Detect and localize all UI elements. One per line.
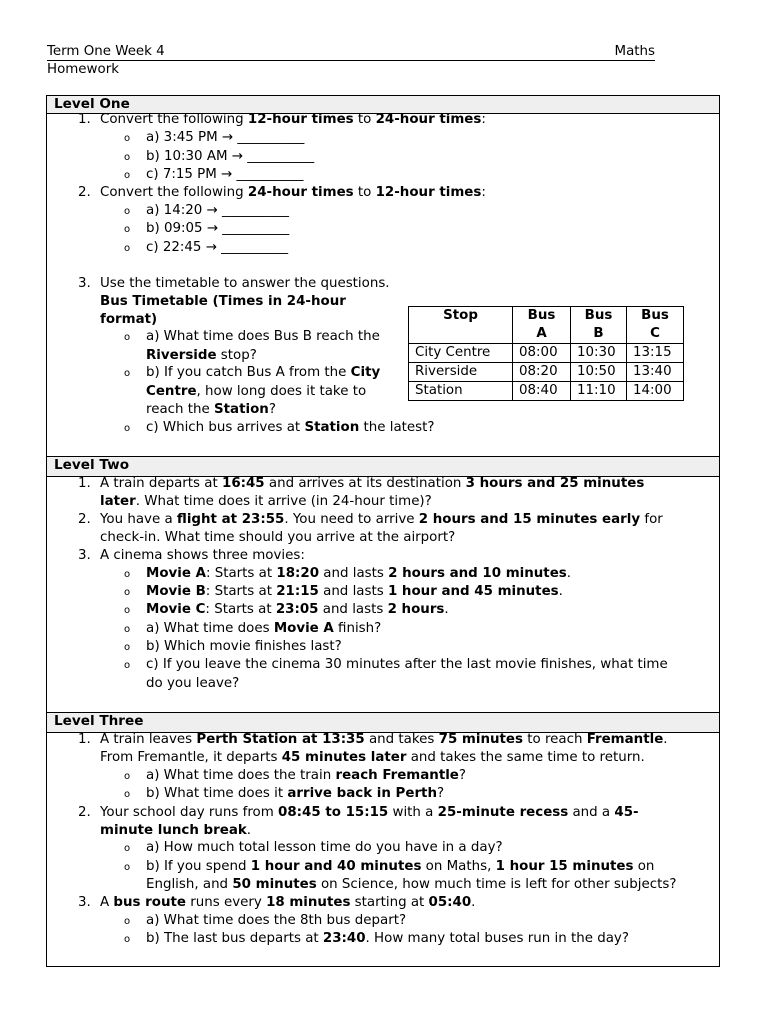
bullet: o [124,642,131,653]
l3-q1-line2: From Fremantle, it departs 45 minutes later and takes the same time to return. [100,750,645,765]
l1-q3-text: Use the timetable to answer the questions. [100,276,390,291]
bullet: o [124,587,131,598]
table-cell: Riverside [409,363,513,382]
l3-q3-b: b) The last bus departs at 23:40. How many total buses run in the day? [146,931,629,946]
l2-q1-line2: later. What time does it arrive (in 24-hour time)? [100,494,432,509]
l2-q3-text: A cinema shows three movies: [100,548,305,563]
table-cell: 13:15 [627,344,684,363]
table-row [409,344,684,363]
l1-q1-number: 1. [78,112,91,127]
bullet: o [124,843,131,854]
bullet: o [124,206,131,217]
table-cell: 10:50 [571,363,627,382]
bullet: o [124,569,131,580]
bullet: o [124,224,131,235]
table-header-bus-c: Bus C [627,307,684,344]
header-term: Term One Week 4 [47,44,165,59]
table-cell: Station [409,382,513,401]
table-row [409,382,684,401]
l1-q3-number: 3. [78,276,91,291]
l1-q3-b-line2: Centre, how long does it take to [146,384,367,399]
l3-q1-b: b) What time does it arrive back in Perth? [146,786,445,801]
l2-q3-c-line2: do you leave? [146,676,240,691]
l1-q1-b: b) 10:30 AM → __________ [146,149,315,164]
table-cell: 08:40 [513,382,571,401]
l1-q3-heading-1: Bus Timetable (Times in 24-hour [100,294,346,309]
l1-q1-c: c) 7:15 PM → __________ [146,167,304,182]
header-line [47,44,655,61]
level-two-title: Level Two [47,456,719,477]
l2-q3-a: a) What time does Movie A finish? [146,621,382,636]
header-homework: Homework [47,62,119,77]
page-header [47,44,655,79]
table-cell: 13:40 [627,363,684,382]
l1-q3-heading-2: format) [100,312,158,327]
l1-q2-b: b) 09:05 → __________ [146,221,290,236]
table-cell: City Centre [409,344,513,363]
l2-movie-c: Movie C: Starts at 23:05 and lasts 2 hours. [146,602,449,617]
table-row [409,363,684,382]
l3-q1-number: 1. [78,732,91,747]
l1-q3-c: c) Which bus arrives at Station the latest? [146,420,435,435]
table-header-stop: Stop [409,307,513,344]
l1-q2-a: a) 14:20 → __________ [146,203,289,218]
bus-timetable [408,306,684,401]
l2-q1-number: 1. [78,476,91,491]
bullet: o [124,243,131,254]
l3-q1-line1: A train leaves Perth Station at 13:35 and takes 75 minutes to reach Fremantle. [100,732,668,747]
l2-q2-line1: You have a flight at 23:55. You need to arrive 2 hours and 15 minutes early for [100,512,663,527]
table-cell: 11:10 [571,382,627,401]
bullet: o [124,605,131,616]
table-cell: 08:00 [513,344,571,363]
l2-q2-number: 2. [78,512,91,527]
l3-q3-number: 3. [78,895,91,910]
level-three-title: Level Three [47,712,719,733]
l3-q2-line2: minute lunch break. [100,823,252,838]
bullet: o [124,133,131,144]
bullet: o [124,789,131,800]
table-header-bus-a: Bus A [513,307,571,344]
l2-q1-line1: A train departs at 16:45 and arrives at its destination 3 hours and 25 minutes [100,476,645,491]
l1-q1-text: Convert the following 12-hour times to 24-hour times: [100,112,486,127]
l1-q3-a-line1: a) What time does Bus B reach the [146,329,380,344]
l3-q2-b-line2: English, and 50 minutes on Science, how much time is left for other subjects? [146,877,677,892]
l1-q3-b-line1: b) If you catch Bus A from the City [146,365,381,380]
table-cell: 10:30 [571,344,627,363]
level-one-title: Level One [47,96,719,114]
l1-q2-c: c) 22:45 → __________ [146,240,289,255]
l1-q2-number: 2. [78,185,91,200]
bullet: o [124,368,131,379]
bullet: o [124,771,131,782]
l1-q3-a-line2: Riverside stop? [146,348,257,363]
l3-q1-a: a) What time does the train reach Fremantle? [146,768,467,783]
bullet: o [124,862,131,873]
l2-q3-number: 3. [78,548,91,563]
table-cell: 08:20 [513,363,571,382]
l2-q3-c-line1: c) If you leave the cinema 30 minutes after the last movie finishes, what time [146,657,668,672]
l3-q3-a: a) What time does the 8th bus depart? [146,913,407,928]
l2-movie-b: Movie B: Starts at 21:15 and lasts 1 hour and 45 minutes. [146,584,563,599]
l3-q2-a: a) How much total lesson time do you have in a day? [146,840,503,855]
bullet: o [124,152,131,163]
l2-movie-a: Movie A: Starts at 18:20 and lasts 2 hours and 10 minutes. [146,566,572,581]
l2-q2-line2: check-in. What time should you arrive at the airport? [100,530,456,545]
bullet: o [124,423,131,434]
l3-q2-b-line1: b) If you spend 1 hour and 40 minutes on Maths, 1 hour 15 minutes on [146,859,655,874]
l1-q1-a: a) 3:45 PM → __________ [146,130,305,145]
bullet: o [124,660,131,671]
l3-q2-number: 2. [78,805,91,820]
header-subject: Maths [614,44,655,59]
bullet: o [124,916,131,927]
bullet: o [124,624,131,635]
l3-q2-line1: Your school day runs from 08:45 to 15:15 with a 25-minute recess and a 45- [100,805,639,820]
table-cell: 14:00 [627,382,684,401]
l3-q3-text: A bus route runs every 18 minutes starting at 05:40. [100,895,476,910]
table-header-row [409,307,684,344]
bullet: o [124,934,131,945]
table-header-bus-b: Bus B [571,307,627,344]
bullet: o [124,170,131,181]
l1-q3-b-line3: reach the Station? [146,402,276,417]
l1-q2-text: Convert the following 24-hour times to 12-hour times: [100,185,486,200]
bullet: o [124,332,131,343]
l2-q3-b: b) Which movie finishes last? [146,639,342,654]
